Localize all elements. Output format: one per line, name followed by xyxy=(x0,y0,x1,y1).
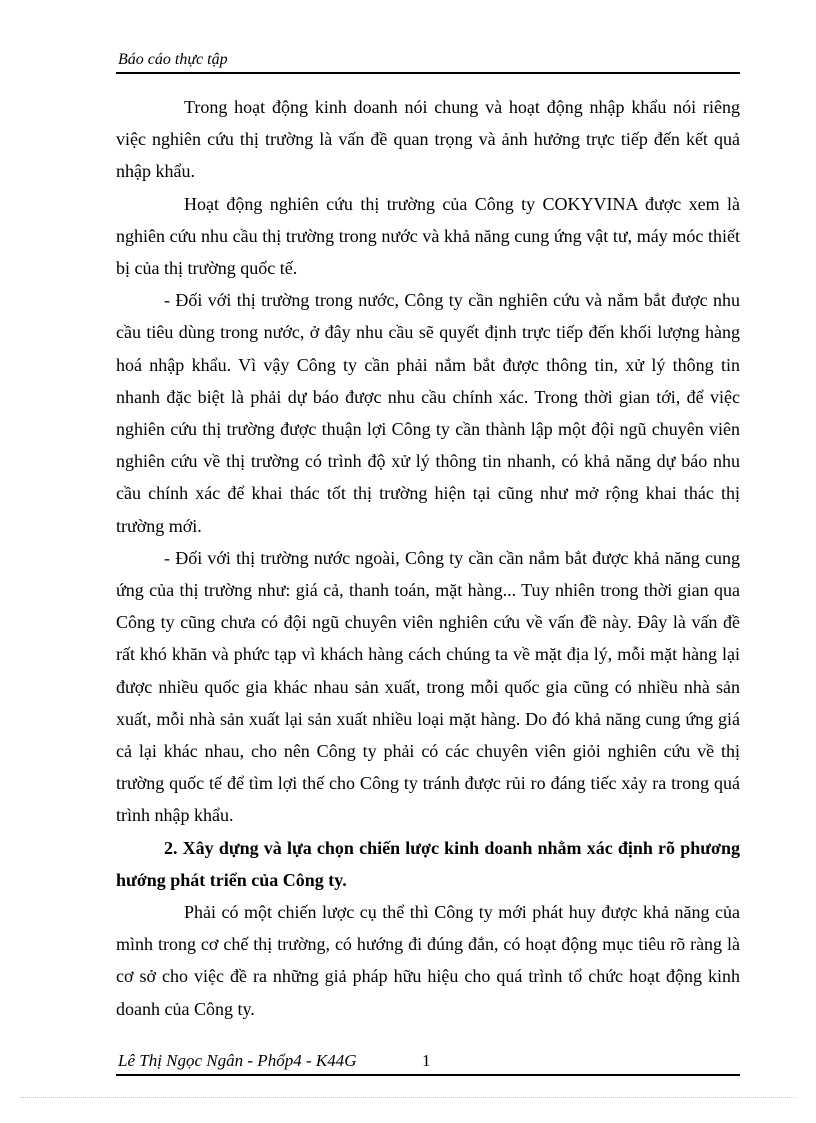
page-header xyxy=(116,50,740,74)
paragraph-strategy: Phải có một chiến lược cụ thể thì Công ty mới phát huy được khả năng của mình trong cơ chế thị trường, có hướng đi đúng đắn, có hoạt động mục tiêu rõ ràng là cơ sở cho việc đề ra những giả pháp hữu hiệu cho quá trình tổ chức hoạt động kinh doanh của Công ty. xyxy=(116,902,740,1019)
header-title: Báo cáo thực tập xyxy=(118,51,228,68)
page-bottom-divider xyxy=(20,1097,796,1098)
paragraph-intro: Trong hoạt động kinh doanh nói chung và hoạt động nhập khẩu nói riêng việc nghiên cứu thị trường là vấn đề quan trọng và ảnh hưởng trực tiếp đến kết quả nhập khẩu. xyxy=(116,97,740,182)
paragraph-foreign-market: - Đối với thị trường nước ngoài, Công ty cần cần nắm bắt được khả năng cung ứng của thị trường như: giá cả, thanh toán, mặt hàng... Tuy nhiên trong thời gian qua Công ty cũng chưa có đội ngũ chuyên viên nghiên cứu về vấn đề này. Đây là vấn đề rất khó khăn và phức tạp vì khách hàng cách chúng ta về mặt địa lý, mỗi mặt hàng lại được nhiều quốc gia khác nhau sản xuất, trong mỗi quốc gia cũng có nhiều nhà sản xuất, mỗi nhà sản xuất lại sản xuất nhiều loại mặt hàng. Do đó khả năng cung ứng giá cả lại khác nhau, cho nên Công ty phải có các chuyên viên giỏi nghiên cứu về thị trường quốc tế để tìm lợi thế cho Công ty tránh được rủi ro đáng tiếc xảy ra trong quá trình nhập khẩu. xyxy=(116,547,740,826)
paragraph-market-research: Hoạt động nghiên cứu thị trường của Công ty COKYVINA được xem là nghiên cứu nhu cầu thị trường trong nước và khả năng cung ứng vật tư, máy móc thiết bị của thị trường quốc tế. xyxy=(116,193,740,279)
paragraph-domestic-market: - Đối với thị trường trong nước, Công ty cần nghiên cứu và nắm bắt được nhu cầu tiêu dùng trong nước, ở đây nhu cầu sẽ quyết định trực tiếp đến khối lượng hàng hoá nhập khẩu. Vì vậy Công ty cần phải nắm bắt được thông tin, xử lý thông tin nhanh đặc biệt là phải dự báo được nhu cầu chính xác. Trong thời gian tới, để việc nghiên cứu thị trường được thuận lợi Công ty cần thành lập một đội ngũ chuyên viên nghiên cứu về thị trường có trình độ xử lý thông tin nhanh, có khả năng dự báo nhu cầu chính xác để khai thác tốt thị trường hiện tại cũng như mở rộng khai thác thị trường mới. xyxy=(116,290,740,536)
page-footer xyxy=(116,1050,740,1076)
document-body xyxy=(116,91,740,1025)
section-heading: 2. Xây dựng và lựa chọn chiến lược kinh doanh nhằm xác định rõ phương hướng phát triển của Công ty. xyxy=(116,837,740,890)
page-number: 1 xyxy=(422,1051,431,1070)
footer-author: Lê Thị Ngọc Ngân - Phổp4 - K44G xyxy=(118,1051,357,1070)
